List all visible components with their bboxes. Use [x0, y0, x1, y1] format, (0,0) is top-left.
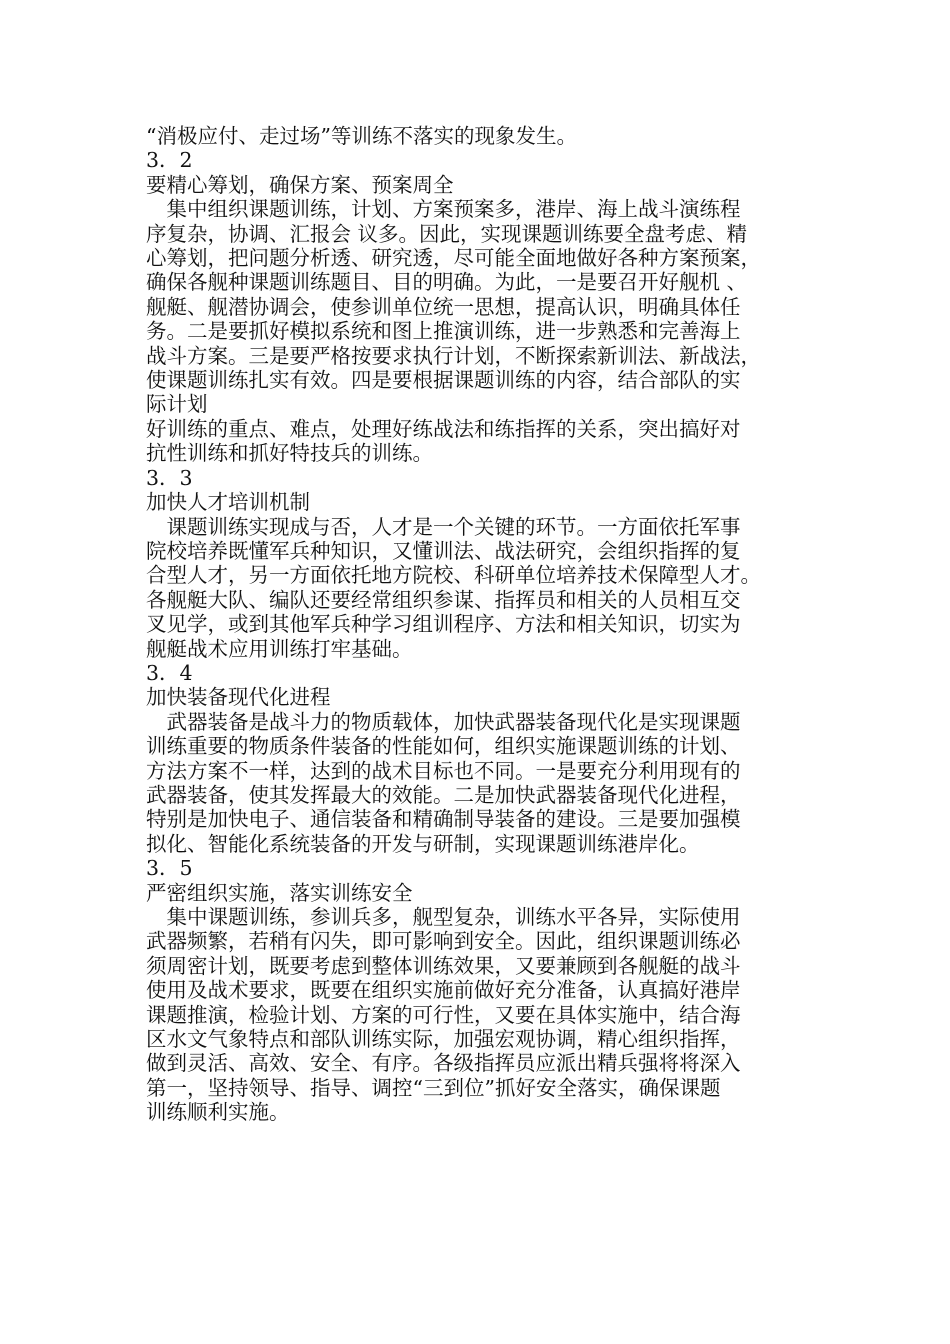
paragraph-line: 特别是加快电子、通信装备和精确制导装备的建设。三是要加强模 [146, 807, 741, 832]
opening-line: “消极应付、走过场”等训练不落实的现象发生。 [146, 124, 577, 148]
paragraph-line: 使课题训练扎实有效。四是要根据课题训练的内容，结合部队的实 [146, 368, 741, 393]
paragraph-line: 集中组织课题训练，计划、方案预案多，港岸、海上战斗演练程 [146, 197, 741, 222]
paragraph-line: 院校培养既懂军兵种知识，又懂训法、战法研究，会组织指挥的复 [146, 538, 741, 563]
paragraph-line: 战斗方案。三是要严格按要求执行计划，不断探索新训法、新战法， [146, 343, 761, 368]
section-heading: 严密组织实施，落实训练安全 [146, 880, 413, 905]
document-body [146, 124, 810, 1125]
paragraph-line: 区水文气象特点和部队训练实际，加强宏观协调，精心组织指挥， [146, 1027, 741, 1052]
section-number: 3．3 [146, 465, 193, 490]
section-number: 3．5 [146, 856, 193, 881]
section-heading: 加快人才培训机制 [146, 490, 310, 515]
paragraph-line: 第一，坚持领导、指导、调控“三到位”抓好安全落实，确保课题 [146, 1075, 721, 1100]
paragraph-line: 武器装备是战斗力的物质载体，加快武器装备现代化是实现课题 [146, 709, 741, 734]
section-number: 3．4 [146, 660, 193, 685]
paragraph-line: 武器装备，使其发挥最大的效能。二是加快武器装备现代化进程， [146, 782, 741, 807]
section-heading: 要精心筹划，确保方案、预案周全 [146, 172, 454, 197]
paragraph-line: 武器频繁，若稍有闪失，即可影响到安全。因此，组织课题训练必 [146, 929, 741, 954]
paragraph-line: 做到灵活、高效、安全、有序。各级指挥员应派出精兵强将将深入 [146, 1051, 741, 1076]
paragraph-line: 合型人才，另一方面依托地方院校、科研单位培养技术保障型人才。 [146, 563, 761, 588]
paragraph-line: 叉见学，或到其他军兵种学习组训程序、方法和相关知识，切实为 [146, 612, 741, 637]
section-number: 3．2 [146, 148, 193, 173]
paragraph-line: 抗性训练和抓好特技兵的训练。 [146, 441, 433, 466]
paragraph-line: 务。二是要抓好模拟系统和图上推演训练，进一步熟悉和完善海上 [146, 319, 741, 344]
section-heading: 加快装备现代化进程 [146, 685, 331, 710]
paragraph-line: 各舰艇大队、编队还要经常组织参谋、指挥员和相关的人员相互交 [146, 587, 741, 612]
paragraph-line: 训练重要的物质条件装备的性能如何，组织实施课题训练的计划、 [146, 734, 741, 759]
paragraph-line: 课题训练实现成与否，人才是一个关键的环节。一方面依托军事 [146, 514, 741, 539]
paragraph-line: 序复杂，协调、汇报会 议多。因此，实现课题训练要全盘考虑、精 [146, 221, 748, 246]
paragraph-line: 训练顺利实施。 [146, 1100, 290, 1125]
paragraph-line: 舰艇、舰潜协调会，使参训单位统一思想，提高认识，明确具体任 [146, 294, 741, 319]
paragraph-line: 使用及战术要求，既要在组织实施前做好充分准备，认真搞好港岸 [146, 978, 741, 1003]
paragraph-line: 方法方案不一样，达到的战术目标也不同。一是要充分利用现有的 [146, 758, 741, 783]
paragraph-line: 好训练的重点、难点，处理好练战法和练指挥的关系，突出搞好对 [146, 416, 741, 441]
paragraph-line: 集中课题训练，参训兵多，舰型复杂，训练水平各异，实际使用 [146, 905, 741, 929]
paragraph-line: 舰艇战术应用训练打牢基础。 [146, 636, 413, 661]
paragraph-line: 课题推演，检验计划、方案的可行性，又要在具体实施中，结合海 [146, 1002, 741, 1027]
paragraph-line: 拟化、智能化系统装备的开发与研制，实现课题训练港岸化。 [146, 831, 700, 856]
paragraph-line: 心筹划，把问题分析透、研究透，尽可能全面地做好各种方案预案， [146, 246, 761, 271]
paragraph-line: 际计划 [146, 392, 208, 417]
paragraph-line: 须周密计划，既要考虑到整体训练效果，又要兼顾到各舰艇的战斗 [146, 953, 741, 978]
paragraph-line: 确保各舰种课题训练题目、目的明确。为此，一是要召开好舰机 、 [146, 270, 748, 295]
